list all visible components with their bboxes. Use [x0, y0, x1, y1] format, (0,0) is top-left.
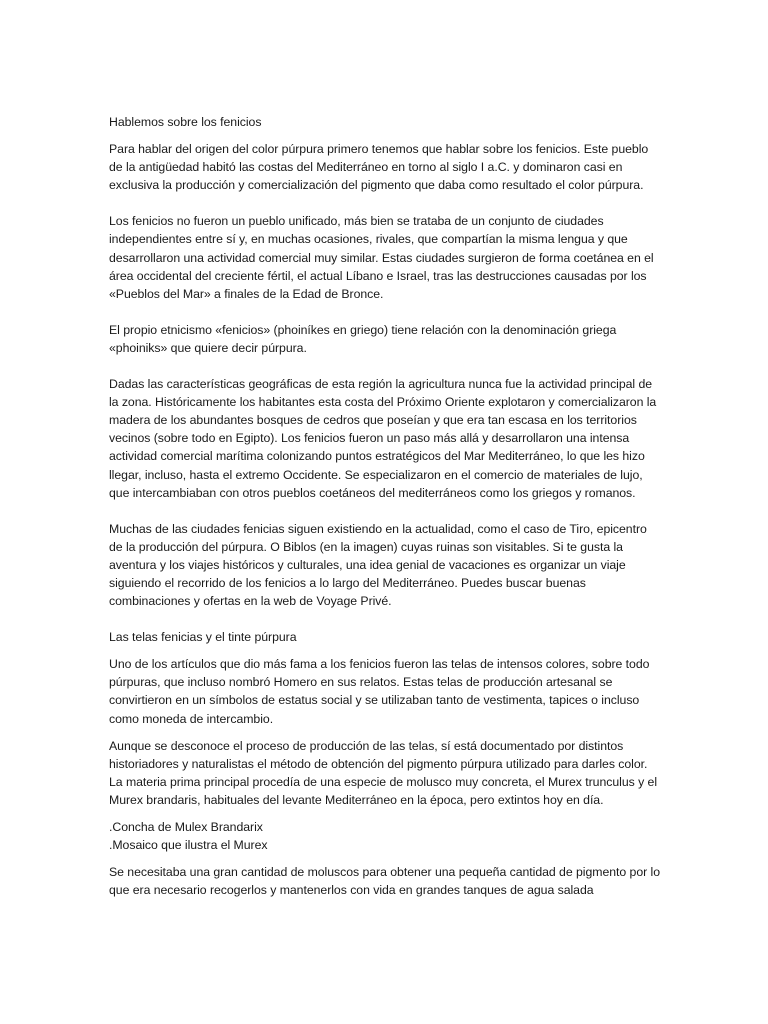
heading-telas-tinte: Las telas fenicias y el tinte púrpura	[109, 630, 297, 645]
paragraph-moluscos: Se necesitaba una gran cantidad de moluscos para obtener una pequeña cantidad de pigmento por lo que era necesario recogerlos y mantenerlos con vida en grandes tanques de agua salada	[109, 865, 661, 898]
paragraph-geografia-comercio: Dadas las características geográficas de esta región la agricultura nunca fue la actividad principal de la zona. Históricamente los habitantes esta costa del Próximo Oriente explotaron y comercializaron la madera de los abundantes bosques de cedros que poseían y que era tan escasa en los territorios vecinos (sobre todo en Egipto). Los fenicios fueron un paso más allá y desarrollaron una intensa actividad comercial marítima colonizando puntos estratégicos del Mar Mediterráneo, lo que les hizo llegar, incluso, hasta el extremo Occidente. Se especializaron en el comercio de materiales de lujo, que intercambiaban con otros pueblos coetáneos del mediterráneos como los griegos y romanos.	[109, 377, 657, 500]
paragraph-pueblo-no-unificado: Los fenicios no fueron un pueblo unificado, más bien se trataba de un conjunto de ciudades independientes entre sí y, en muchas ocasiones, rivales, que compartían la misma lengua y que desarrollaron una actividad comercial muy similar. Estas ciudades surgieron de forma coetánea en el área occidental del creciente fértil, el actual Líbano e Israel, tras las destrucciones causadas por los «Pueblos del Mar» a finales de la Edad de Bronce.	[109, 214, 654, 301]
paragraph-etnicismo: El propio etnicismo «fenicios» (phoiníkes en griego) tiene relación con la denominación griega «phoiniks» que quiere decir púrpura.	[109, 322, 617, 355]
heading-fenicios: Hablemos sobre los fenicios	[109, 115, 262, 129]
document-page	[109, 113, 661, 899]
paragraph-murex: Aunque se desconoce el proceso de producción de las telas, sí está documentado por distintos historiadores y naturalistas el método de obtención del pigmento púrpura utilizado para darles color. La materia prima principal procedía de una especie de molusco muy concreta, el Murex trunculus y el Murex brandaris, habituales del levante Mediterráneo en la época, pero extintos hoy en día.	[109, 738, 658, 807]
caption-mosaico: .Mosaico que ilustra el Murex	[109, 838, 268, 853]
paragraph-telas: Uno de los artículos que dio más fama a los fenicios fueron las telas de intensos colores, sobre todo púrpuras, que incluso nombró Homero en sus relatos. Estas telas de producción artesanal se convirtieron en un símbolos de estatus social y se utilizaban tanto de vestimenta, tapices o incluso como moneda de intercambio.	[109, 657, 650, 726]
caption-concha: .Concha de Mulex Brandarix	[109, 820, 263, 834]
paragraph-ciudades-actuales: Muchas de las ciudades fenicias siguen existiendo en la actualidad, como el caso de Tiro, epicentro de la producción del púrpura. O Biblos (en la imagen) cuyas ruinas son visitables. Si te gusta la aventura y los viajes históricos y culturales, una idea genial de vacaciones es organizar un viaje siguiendo el recorrido de los fenicios a lo largo del Mediterráneo. Puedes buscar buenas combinaciones y ofertas en la web de Voyage Privé.	[109, 521, 647, 609]
paragraph-origen-purpura: Para hablar del origen del color púrpura primero tenemos que hablar sobre los fenicios. Este pueblo de la antigüedad habitó las costas del Mediterráneo en torno al siglo I a.C. y dominaron casi en exclusiva la producción y comercialización del pigmento que daba como resultado el color púrpura.	[109, 142, 649, 193]
